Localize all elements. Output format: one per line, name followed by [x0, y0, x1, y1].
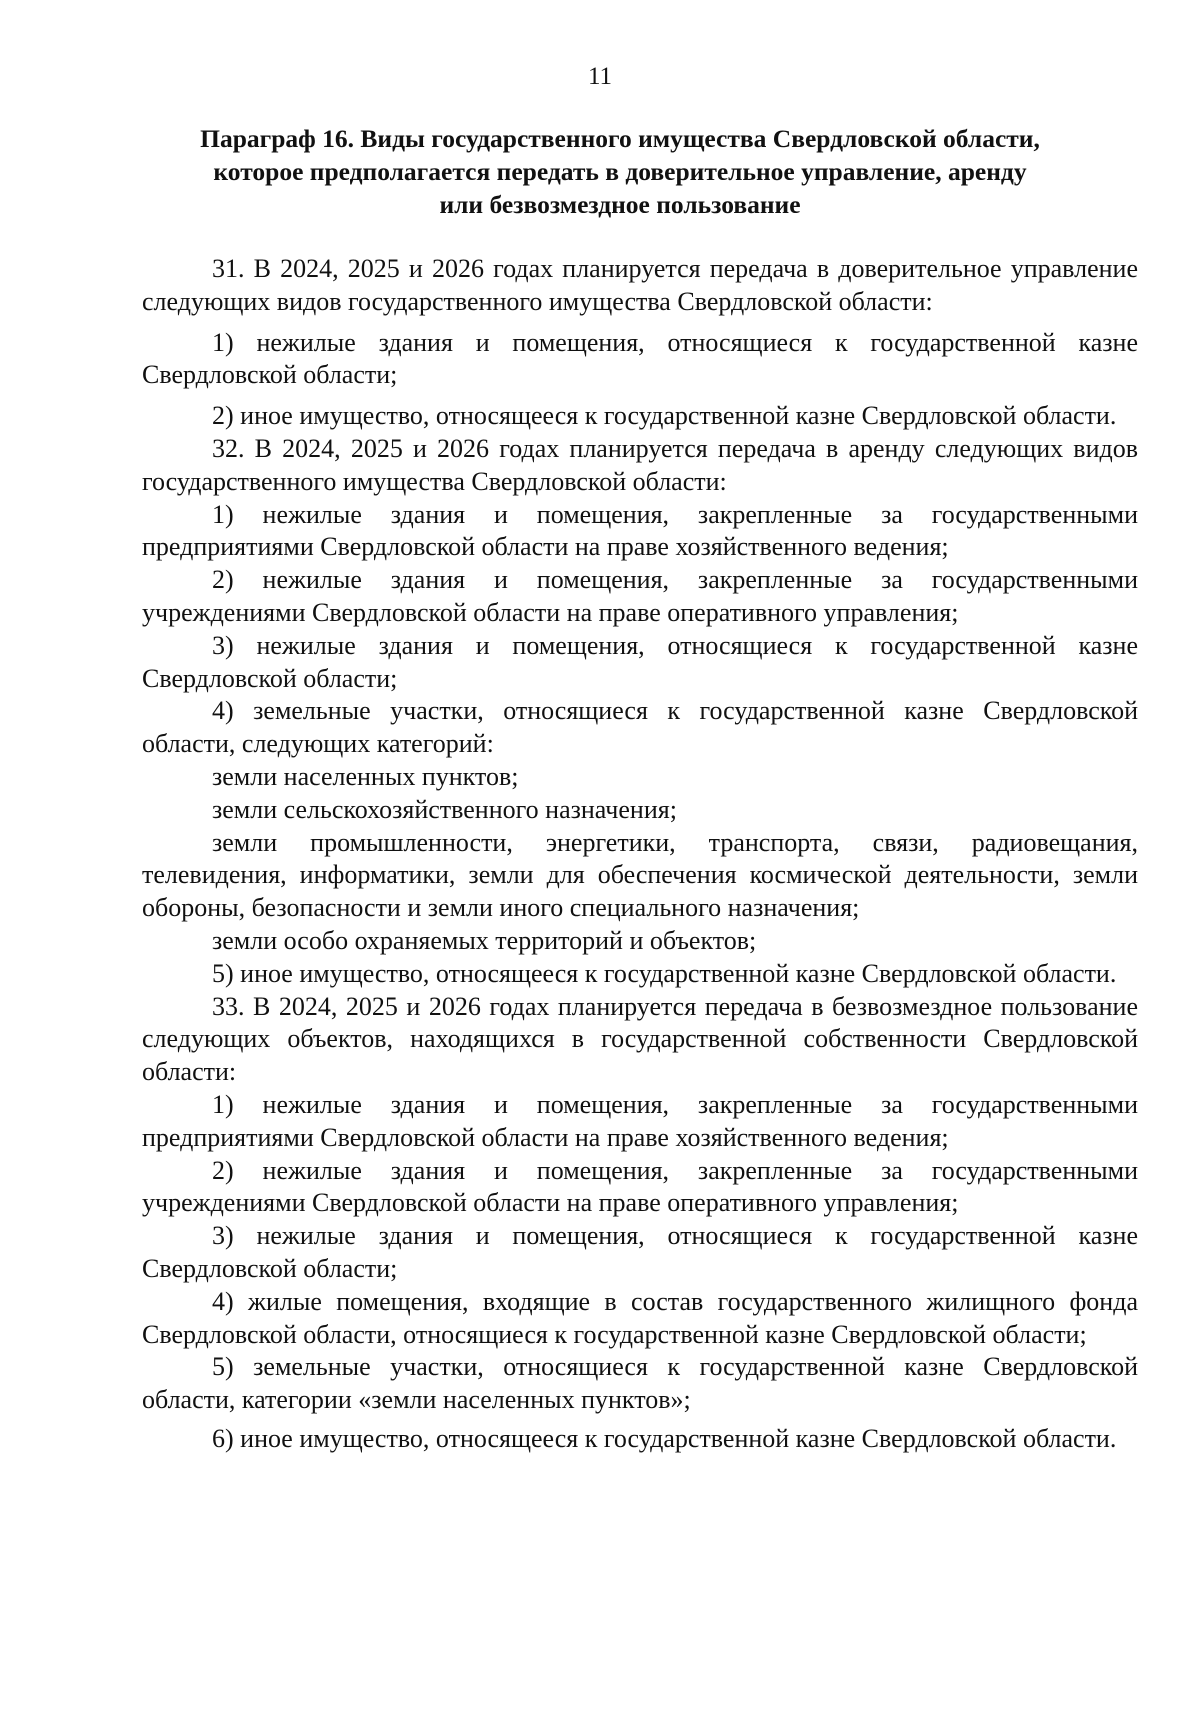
list-item: земли особо охраняемых территорий и объектов;	[212, 925, 757, 955]
list-item: 5) земельные участки, относящиеся к государственной казне Свердловской области, категории «земли населенных пунктов»;	[142, 1352, 1138, 1415]
section-heading	[150, 122, 1090, 221]
list-item: 2) нежилые здания и помещения, закрепленные за государственными учреждениями Свердловской области на праве оперативного управления;	[142, 1155, 1138, 1218]
list-item: 3) нежилые здания и помещения, относящиеся к государственной казне Свердловской области;	[142, 630, 1138, 693]
list-item: земли сельскохозяйственного назначения;	[212, 794, 677, 824]
heading-line: которое предполагается передать в доверительное управление, аренду	[213, 157, 1027, 186]
list-item: земли промышленности, энергетики, транспорта, связи, радиовещания, телевидения, информатики, земли для обеспечения космической деятельности, земли обороны, безопасности и земли иного специального назначения;	[142, 827, 1138, 923]
list-item: 3) нежилые здания и помещения, относящиеся к государственной казне Свердловской области;	[142, 1221, 1138, 1283]
heading-line: Параграф 16. Виды государственного имущества Свердловской области,	[200, 124, 1040, 153]
list-item: 1) нежилые здания и помещения, относящиеся к государственной казне Свердловской области;	[142, 327, 1138, 390]
list-item: 4) земельные участки, относящиеся к государственной казне Свердловской области, следующих категорий:	[142, 696, 1138, 759]
page-number: 11	[587, 63, 613, 90]
list-item: 6) иное имущество, относящееся к государственной казне Свердловской области.	[212, 1423, 1117, 1453]
list-item: 2) иное имущество, относящееся к государственной казне Свердловской области.	[212, 401, 1117, 431]
list-item: 5) иное имущество, относящееся к государственной казне Свердловской области.	[212, 958, 1117, 988]
paragraph-33: 33. В 2024, 2025 и 2026 годах планируется передача в безвозмездное пользование следующих объектов, находящихся в государственной собственности Свердловской области:	[142, 991, 1138, 1087]
paragraph-32: 32. В 2024, 2025 и 2026 годах планируется передача в аренду следующих видов государственного имущества Свердловской области:	[142, 433, 1138, 496]
list-item: 1) нежилые здания и помещения, закрепленные за государственными предприятиями Свердловской области на праве хозяйственного ведения;	[142, 499, 1138, 562]
list-item: 4) жилые помещения, входящие в состав государственного жилищного фонда Свердловской области, относящиеся к государственной казне Свердловской области;	[142, 1286, 1138, 1349]
document-body	[142, 253, 1138, 1456]
list-item: 2) нежилые здания и помещения, закрепленные за государственными учреждениями Свердловской области на праве оперативного управления;	[142, 565, 1138, 627]
list-item: 1) нежилые здания и помещения, закрепленные за государственными предприятиями Свердловской области на праве хозяйственного ведения;	[142, 1089, 1138, 1152]
paragraph-31: 31. В 2024, 2025 и 2026 годах планируется передача в доверительное управление следующих видов государственного имущества Свердловской области:	[142, 254, 1138, 316]
list-item: земли населенных пунктов;	[212, 761, 519, 791]
heading-line: или безвозмездное пользование	[439, 190, 801, 219]
